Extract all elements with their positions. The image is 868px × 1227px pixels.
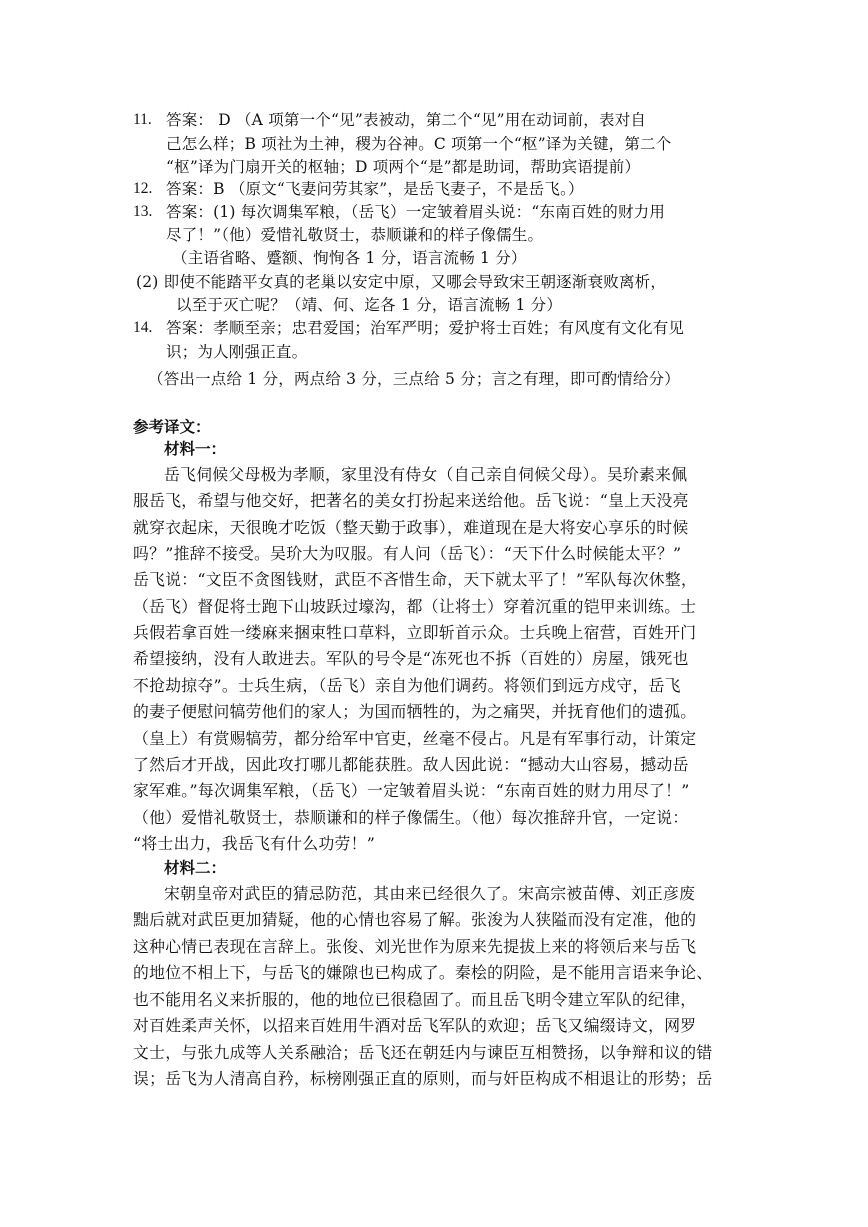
answer-13-line-3: （主语省略、蹙额、恂恂各 1 分，语言流畅 1 分） <box>172 249 527 267</box>
answer-11-line-1: 答案： D （A 项第一个“见”表被动，第二个“见”用在动词前，表对自 <box>166 111 647 129</box>
material-2-line: 黜后就对武臣更加猜疑，他的心情也容易了解。张浚为人狭隘而没有定准，他的 <box>133 910 697 929</box>
material-2-line: 宋朝皇帝对武臣的猜忌防范，其由来已经很久了。宋高宗被苗傅、刘正彦废 <box>164 884 696 903</box>
material-2-line: 这种心情已表现在言辞上。张俊、刘光世作为原来先提拔上来的将领后来与岳飞 <box>133 937 697 956</box>
material-1-line: 希望接纳，没有人敢进去。军队的号令是“冻死也不拆（百姓的）房屋，饿死也 <box>133 649 689 668</box>
material-1-line: “将士出力，我岳飞有什么功劳！” <box>133 834 376 853</box>
translation-heading: 参考译文： <box>133 417 211 436</box>
answer-13-number: 13. <box>133 203 153 220</box>
answer-13-part2-line-2: 以至于灭亡呢？（靖、何、迄各 1 分，语言流畅 1 分） <box>176 296 563 314</box>
material-1-line: 不抢劫掠夺”。士兵生病，（岳飞）亲自为他们调药。将领们到远方戍守，岳飞 <box>133 676 681 695</box>
material-1-line: 岳飞伺候父母极为孝顺，家里没有侍女（自己亲自伺候父母）。吴玠素来佩 <box>164 465 688 484</box>
answer-14-scoring-note: （答出一点给 1 分，两点给 3 分，三点给 5 分；言之有理，即可酌情给分） <box>148 370 680 388</box>
answer-14-line-2: 识；为人刚强正直。 <box>166 343 308 361</box>
material-2-title: 材料二： <box>164 858 227 877</box>
material-2-line: 也不能用名义来折服的，他的地位已很稳固了。而且岳飞明令建立军队的纪律， <box>133 990 697 1009</box>
material-1-line: 的妻子便慰问犒劳他们的家人；为国而牺牲的，为之痛哭，并抚育他们的遗孤。 <box>133 702 697 721</box>
material-1-line: 吗？”推辞不接受。吴玠大为叹服。有人问（岳飞）：“天下什么时候能太平？” <box>133 544 682 563</box>
material-1-line: 服岳飞，希望与他交好，把著名的美女打扮起来送给他。岳飞说：“皇上天没亮 <box>133 491 689 510</box>
answer-14-line-1: 答案：孝顺至亲；忠君爱国；治军严明；爱护将士百姓；有风度有文化有见 <box>166 319 685 337</box>
answer-12-number: 12. <box>133 180 153 197</box>
material-1-line: 家军难。”每次调集军粮，（岳飞）一定皱着眉头说：“东南百姓的财力用尽了！” <box>133 781 690 800</box>
material-1-line: 就穿衣起床，天很晚才吃饭（整天勤于政事），难道现在是大将安心享乐的时候 <box>133 518 689 537</box>
material-2-line: 的地位不相上下，与岳飞的嫌隙也已构成了。秦桧的阴险，是不能用言语来争论、 <box>133 963 713 982</box>
answer-11-line-3: “枢”译为门扇开关的枢轴；D 项两个“是”都是助词，帮助宾语提前） <box>166 158 641 176</box>
answer-11-line-2: 己怎么样；B 项社为土神，稷为谷神。C 项第一个“枢”译为关键，第二个 <box>166 135 672 153</box>
answer-13-line-1: 答案：(1) 每次调集军粮，（岳飞）一定皱着眉头说：“东南百姓的财力用 <box>166 203 666 221</box>
material-2-line: 误；岳飞为人清高自矜，标榜刚强正直的原则，而与奸臣构成不相退让的形势；岳 <box>133 1069 713 1088</box>
material-2-line: 对百姓柔声关怀，以招来百姓用牛酒对岳飞军队的欢迎；岳飞又编缀诗文，网罗 <box>133 1016 697 1035</box>
answer-12-line-1: 答案：B （原文“飞妻问劳其家”，是岳飞妻子，不是岳飞。） <box>166 180 584 198</box>
material-1-line: （皇上）有赏赐犒劳，都分给军中官吏，丝毫不侵占。凡是有军事行动，计策定 <box>133 729 697 748</box>
material-1-title: 材料一： <box>164 439 227 458</box>
answer-13-part2-line-1: (2) 即使不能踏平女真的老巢以安定中原，又哪会导致宋王朝逐渐衰败离析， <box>136 273 667 291</box>
material-1-line: 兵假若拿百姓一缕麻来捆束牲口草料，立即斩首示众。士兵晚上宿营，百姓开门 <box>133 623 697 642</box>
material-1-line: 了然后才开战，因此攻打哪儿都能获胜。敌人因此说：“撼动大山容易，撼动岳 <box>133 755 689 774</box>
material-1-line: （他）爱惜礼敬贤士，恭顺谦和的样子像儒生。（他）每次推辞升官，一定说： <box>133 808 689 827</box>
answer-11-number: 11. <box>133 111 152 128</box>
material-1-line: 岳飞说：“文臣不贪图钱财，武臣不吝惜生命，天下就太平了！”军队每次休整， <box>133 570 698 589</box>
material-1-line: （岳飞）督促将士跑下山坡跃过壕沟，都（让将士）穿着沉重的铠甲来训练。士 <box>133 597 697 616</box>
answer-14-number: 14. <box>133 319 153 336</box>
answer-13-line-2: 尽了！”（他）爱惜礼敬贤士，恭顺谦和的样子像儒生。 <box>166 226 544 244</box>
material-2-line: 文士，与张九成等人关系融洽；岳飞还在朝廷内与谏臣互相赞扬，以争辩和议的错 <box>133 1043 713 1062</box>
